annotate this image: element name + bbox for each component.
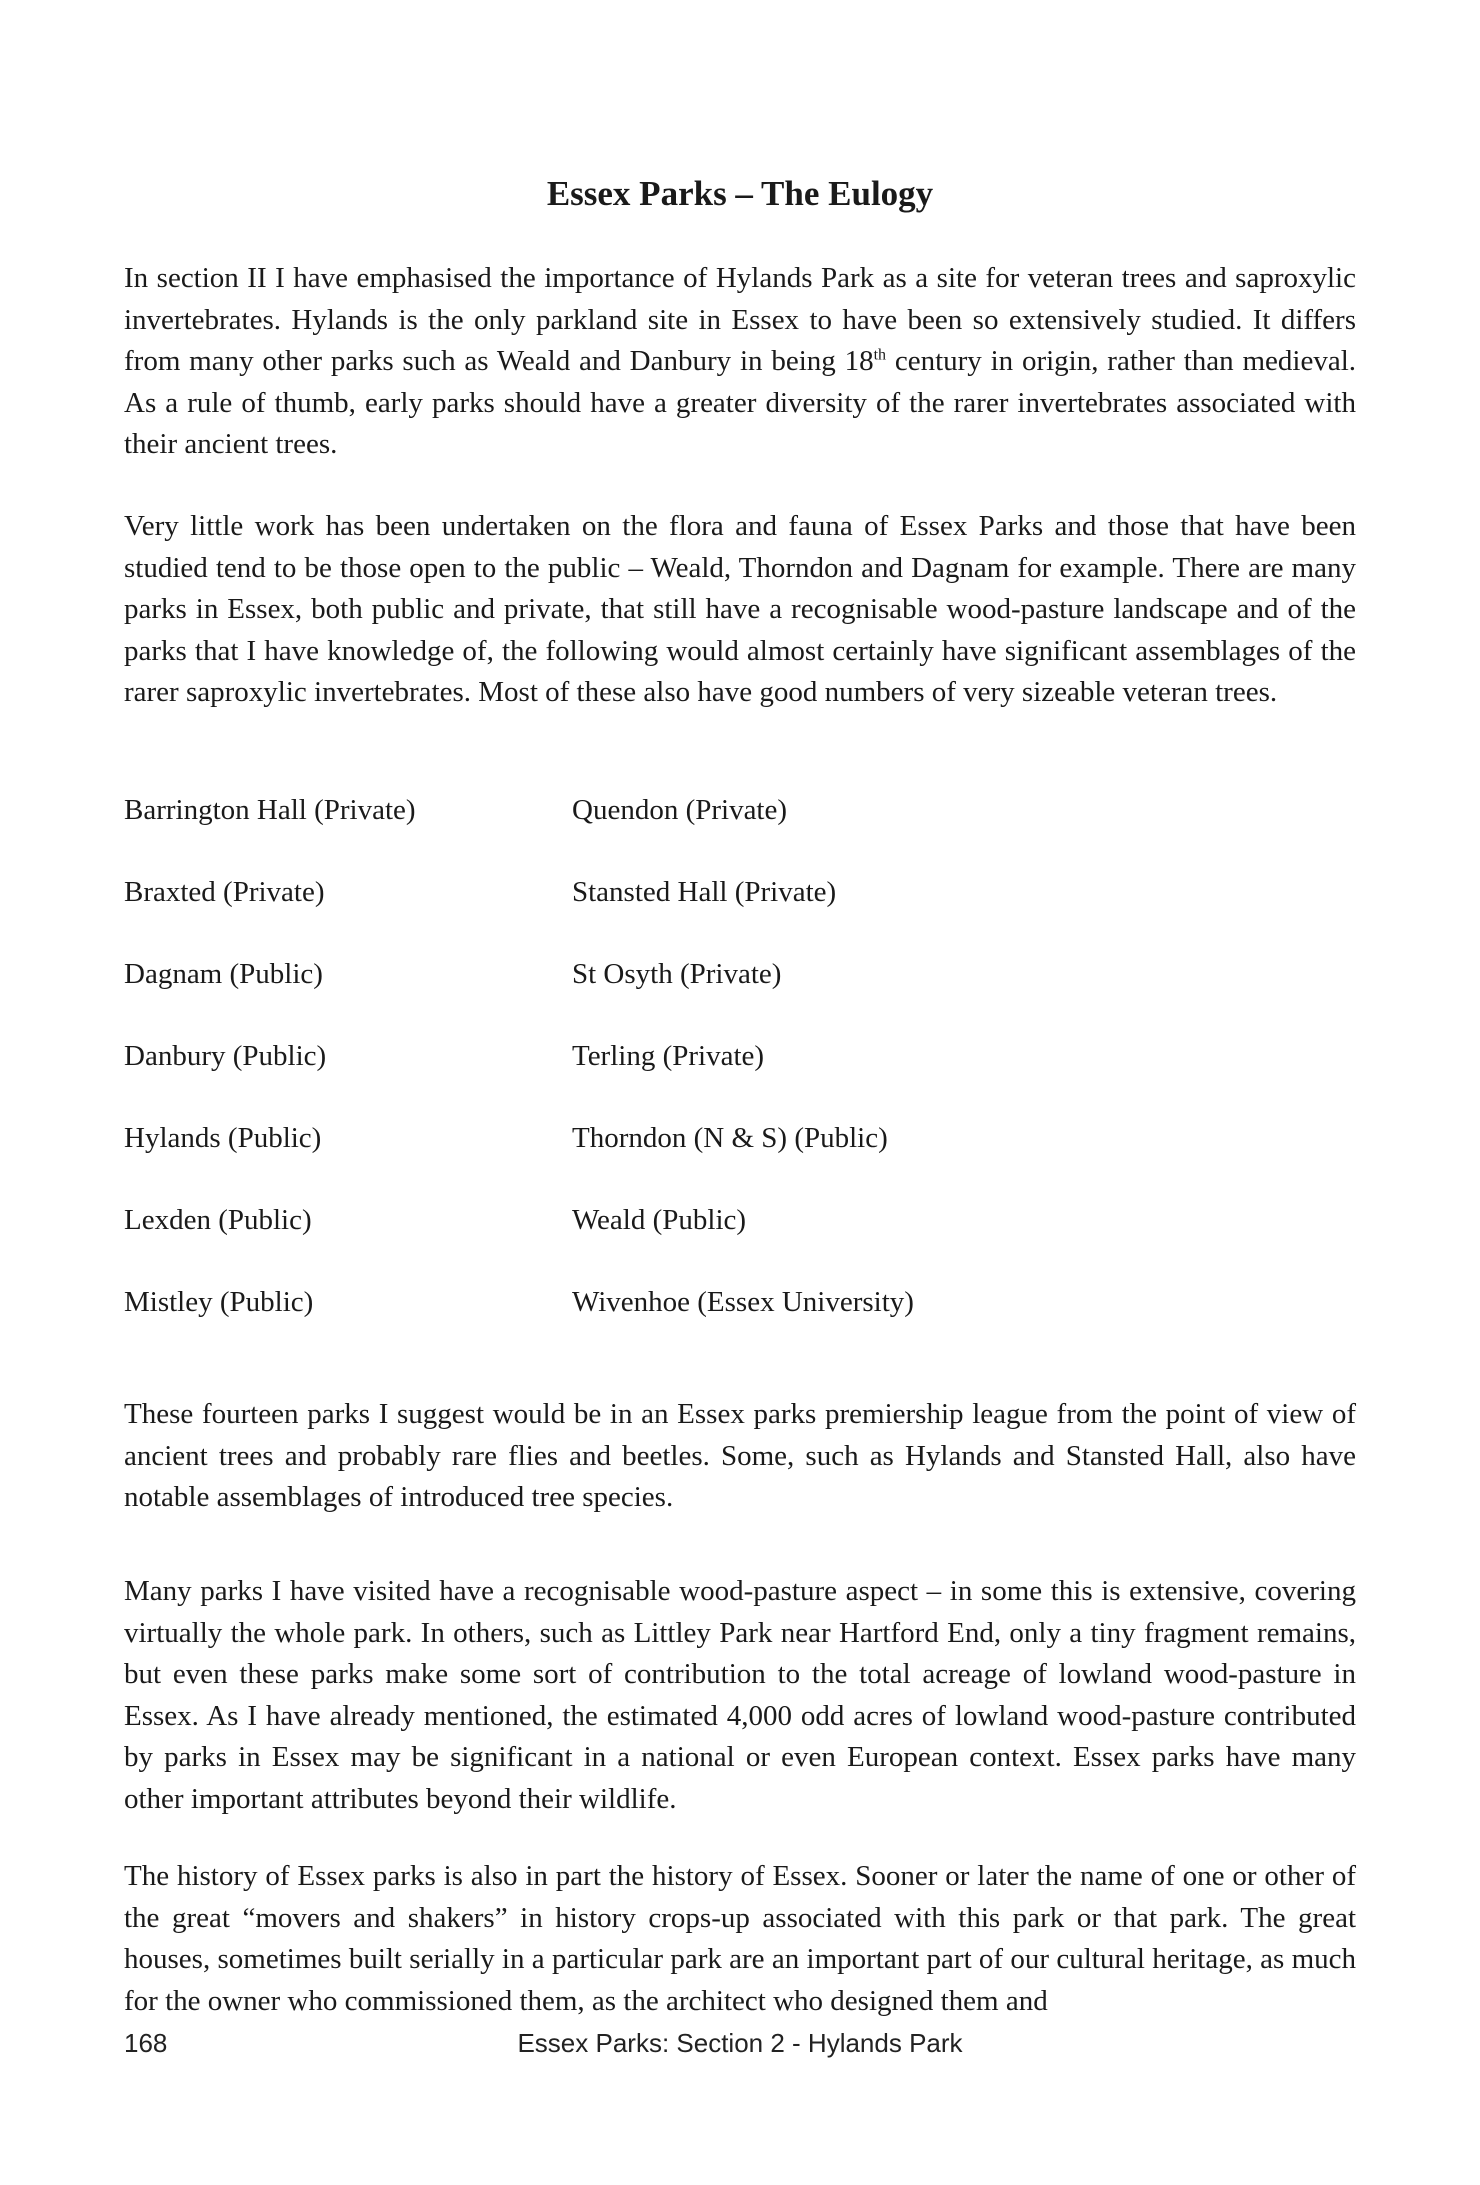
page-number: 168 — [124, 2028, 168, 2058]
parks-list-row — [124, 1202, 1356, 1284]
park-name: Dagnam (Public) — [124, 958, 323, 990]
paragraph-wood-pasture: Many parks I have visited have a recognisable wood-pasture aspect – in some this is extensive, covering virtually the whole park. In others, such as Littley Park near Hartford End, only a tiny fragment remains, but even these parks make some sort of contribution to the total acreage of lowland wood-pasture in Essex. As I have already mentioned, the estimated 4,000 odd acres of lowland wood-pasture contributed by parks in Essex may be significant in a national or even European context. Essex parks have many other important attributes beyond their wildlife. — [124, 1575, 1356, 1815]
paragraph-intro-text-end: century in origin, rather than medieval. As a rule of thumb, early parks should have a greater diversity of the rarer invertebrates associated with their ancient trees. — [124, 345, 1356, 460]
park-name: Thorndon (N & S) (Public) — [572, 1122, 888, 1154]
parks-list-row — [124, 1120, 1356, 1202]
park-name: Wivenhoe (Essex University) — [572, 1286, 914, 1318]
park-name: Mistley (Public) — [124, 1286, 314, 1318]
park-name: Hylands (Public) — [124, 1122, 322, 1154]
park-name: Terling (Private) — [572, 1040, 765, 1072]
paragraph-intro-text: In section II I have emphasised the importance of Hylands Park as a site for veteran trees and saproxylic invertebrates. Hylands is the only parkland site in Essex to have been so extensively studied. It differs from many other parks such as Weald and Danbury in being 18 — [124, 262, 1356, 377]
paragraph-intro — [124, 258, 1356, 466]
park-name: Stansted Hall (Private) — [572, 876, 837, 908]
parks-list-row — [124, 1284, 1356, 1366]
park-name: St Osyth (Private) — [572, 958, 782, 990]
park-name: Danbury (Public) — [124, 1040, 327, 1072]
page-title: Essex Parks – The Eulogy — [546, 174, 934, 213]
parks-list-row — [124, 1038, 1356, 1120]
page-footer — [124, 2026, 1356, 2066]
parks-list — [124, 792, 1356, 1366]
paragraph-history: The history of Essex parks is also in part the history of Essex. Sooner or later the name of one or other of the great “movers and shakers” in history crops-up associated with this park or that park. The great houses, sometimes built serially in a particular park are an important part of our cultural heritage, as much for the owner who commissioned them, as the architect who designed them and — [124, 1860, 1356, 2017]
park-name: Lexden (Public) — [124, 1204, 312, 1236]
park-name: Braxted (Private) — [124, 876, 325, 908]
running-footer-title: Essex Parks: Section 2 - Hylands Park — [517, 2028, 963, 2058]
paragraph-studies: Very little work has been undertaken on the flora and fauna of Essex Parks and those that have been studied tend to be those open to the public – Weald, Thorndon and Dagnam for example. There are many parks in Essex, both public and private, that still have a recognisable wood-pasture landscape and of the parks that I have knowledge of, the following would almost certainly have significant assemblages of the rarer saproxylic invertebrates. Most of these also have good numbers of very sizeable veteran trees. — [124, 510, 1356, 708]
parks-list-row — [124, 792, 1356, 874]
park-name: Weald (Public) — [572, 1204, 747, 1236]
document-page — [124, 0, 1356, 2185]
parks-list-row — [124, 874, 1356, 956]
park-name: Quendon (Private) — [572, 794, 788, 826]
ordinal-superscript: th — [873, 346, 887, 364]
parks-list-row — [124, 956, 1356, 1038]
paragraph-premiership: These fourteen parks I suggest would be in an Essex parks premiership league from the point of view of ancient trees and probably rare flies and beetles. Some, such as Hylands and Stansted Hall, also have notable assemblages of introduced tree species. — [124, 1398, 1356, 1513]
park-name: Barrington Hall (Private) — [124, 794, 416, 826]
